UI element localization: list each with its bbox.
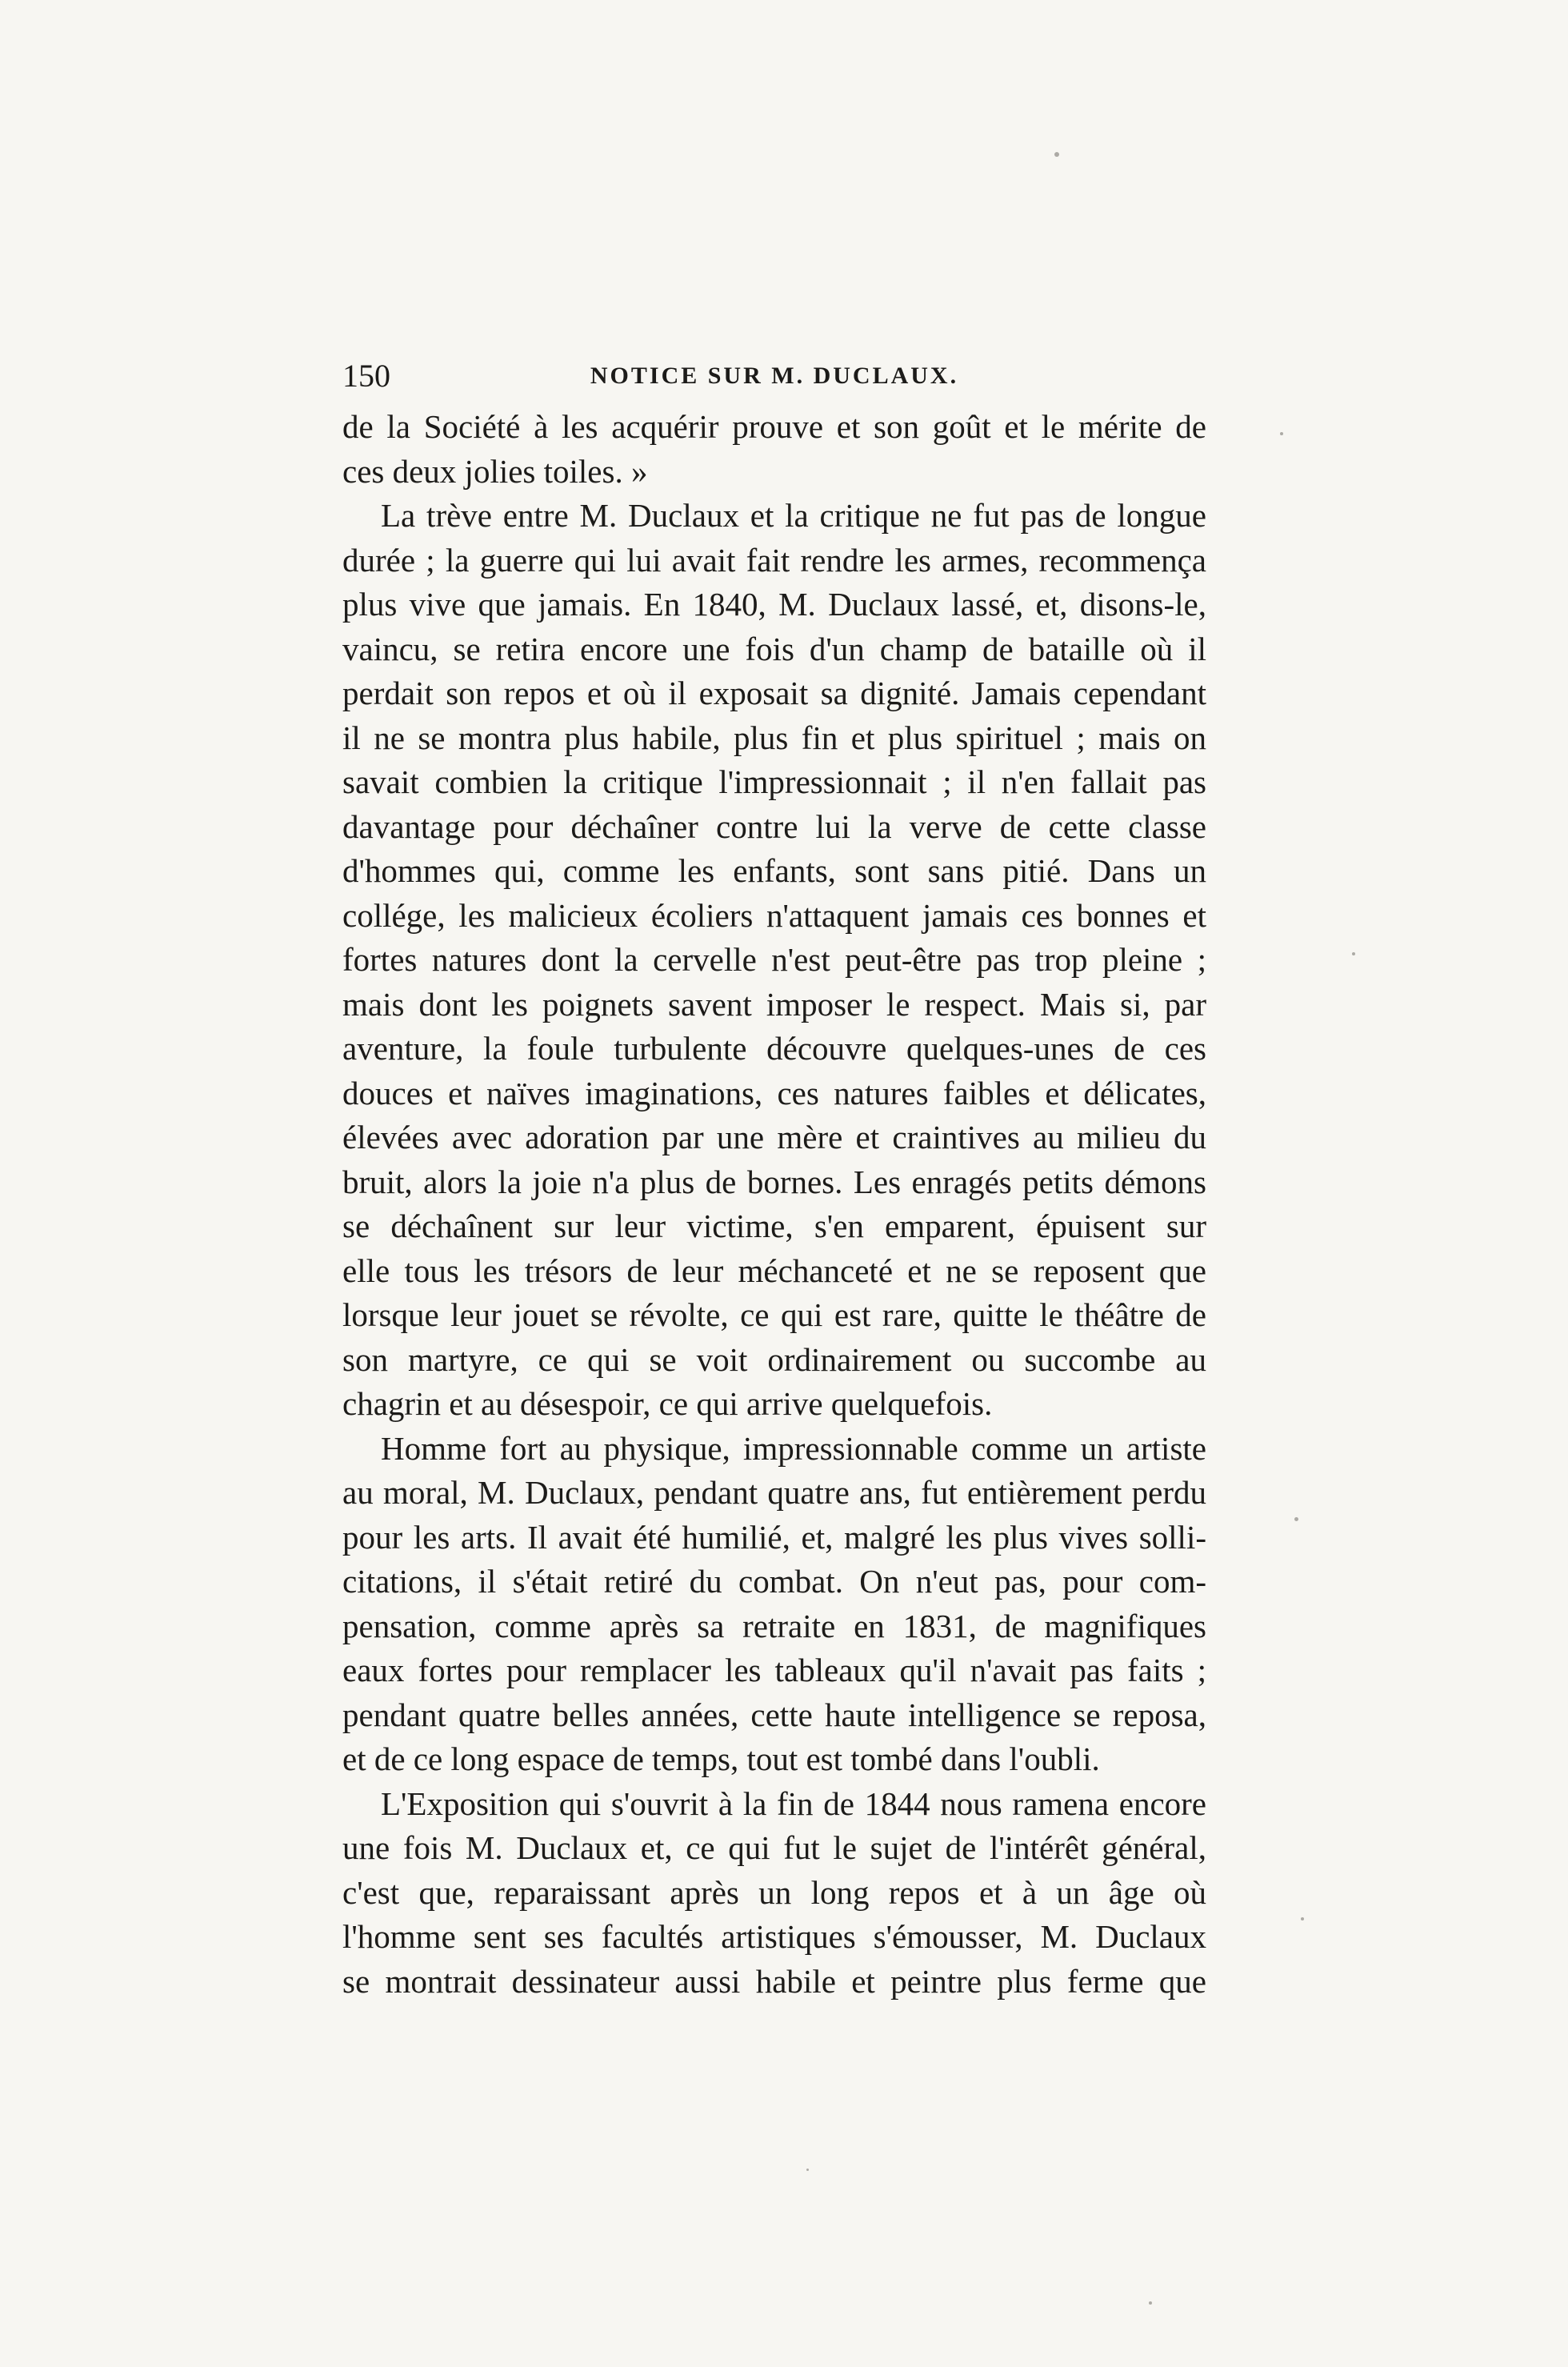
text-line: elle tous les trésors de leur méchanceté et ne se reposent que [342, 1252, 1206, 1289]
text-line: chagrin et au désespoir, ce qui arrive quelquefois. [342, 1385, 993, 1422]
text-line: savait combien la critique l'impressionnait ; il n'en fallait pas [342, 763, 1206, 800]
text-line: se déchaînent sur leur victime, s'en emparent, épuisent sur [342, 1208, 1206, 1244]
text-line: se montrait dessinateur aussi habile et peintre plus ferme que [342, 1962, 1206, 2000]
text-line: plus vive que jamais. En 1840, M. Duclaux lassé, et, disons-le, [342, 586, 1206, 623]
text-line: pour les arts. Il avait été humilié, et, malgré les plus vives solli- [342, 1518, 1206, 1556]
running-title: NOTICE SUR M. DUCLAUX. [590, 362, 959, 389]
text-line: ces deux jolies toiles. » [342, 452, 648, 490]
text-line: fortes natures dont la cervelle n'est peut-être pas trop pleine ; [342, 941, 1206, 978]
text-line: élevées avec adoration par une mère et craintives au milieu du [342, 1119, 1206, 1155]
text-line: perdait son repos et où il exposait sa dignité. Jamais cependant [342, 675, 1206, 711]
text-line: collége, les malicieux écoliers n'attaquent jamais ces bonnes et [342, 896, 1206, 934]
paper-speck [1352, 952, 1355, 955]
text-line: L'Exposition qui s'ouvrit à la fin de 1844 nous ramena encore [381, 1784, 1206, 1822]
paper-speck [1301, 1917, 1304, 1920]
text-line: lorsque leur jouet se révolte, ce qui est rare, quitte le théâtre de [342, 1296, 1206, 1333]
text-line: vaincu, se retira encore une fois d'un champ de bataille où il [342, 630, 1206, 667]
text-line: mais dont les poignets savent imposer le respect. Mais si, par [342, 985, 1206, 1023]
text-line: durée ; la guerre qui lui avait fait rendre les armes, recommença [342, 541, 1206, 579]
text-line: son martyre, ce qui se voit ordinairement ou succombe au [342, 1340, 1206, 1378]
text-line: Homme fort au physique, impressionnable comme un artiste [381, 1429, 1206, 1467]
text-line: et de ce long espace de temps, tout est tombé dans l'oubli. [342, 1740, 1100, 1777]
paper-speck [806, 2169, 809, 2171]
text-line: pensation, comme après sa retraite en 1831, de magnifiques [342, 1607, 1206, 1644]
paper-speck [1054, 152, 1059, 157]
text-line: La trève entre M. Duclaux et la critique ne fut pas de longue [381, 497, 1206, 534]
text-line: citations, il s'était retiré du combat. On n'eut pas, pour com- [342, 1563, 1206, 1600]
text-line: de la Société à les acquérir prouve et son goût et le mérite de [342, 408, 1206, 445]
paper-speck [1294, 1517, 1298, 1521]
text-line: d'hommes qui, comme les enfants, sont sans pitié. Dans un [342, 852, 1206, 889]
page-number: 150 [342, 358, 390, 394]
text-line: il ne se montra plus habile, plus fin et plus spirituel ; mais on [342, 719, 1206, 756]
text-line: c'est que, reparaissant après un long repos et à un âge où [342, 1873, 1206, 1911]
paper-speck [1280, 432, 1283, 435]
text-line: douces et naïves imaginations, ces natures faibles et délicates, [342, 1074, 1206, 1111]
page-header [342, 352, 1206, 400]
text-line: une fois M. Duclaux et, ce qui fut le sujet de l'intérêt général, [342, 1829, 1206, 1866]
text-line: aventure, la foule turbulente découvre quelques-unes de ces [342, 1030, 1206, 1067]
body-text [342, 405, 1206, 2004]
text-line: au moral, M. Duclaux, pendant quatre ans, fut entièrement perdu [342, 1474, 1206, 1511]
paper-speck [1149, 2301, 1152, 2305]
text-line: davantage pour déchaîner contre lui la verve de cette classe [342, 807, 1206, 845]
text-line: l'homme sent ses facultés artistiques s'émousser, M. Duclaux [342, 1918, 1206, 1955]
text-line: eaux fortes pour remplacer les tableaux qu'il n'avait pas faits ; [342, 1652, 1206, 1688]
text-line: bruit, alors la joie n'a plus de bornes. Les enragés petits démons [342, 1163, 1206, 1200]
text-line: pendant quatre belles années, cette haute intelligence se reposa, [342, 1696, 1206, 1733]
